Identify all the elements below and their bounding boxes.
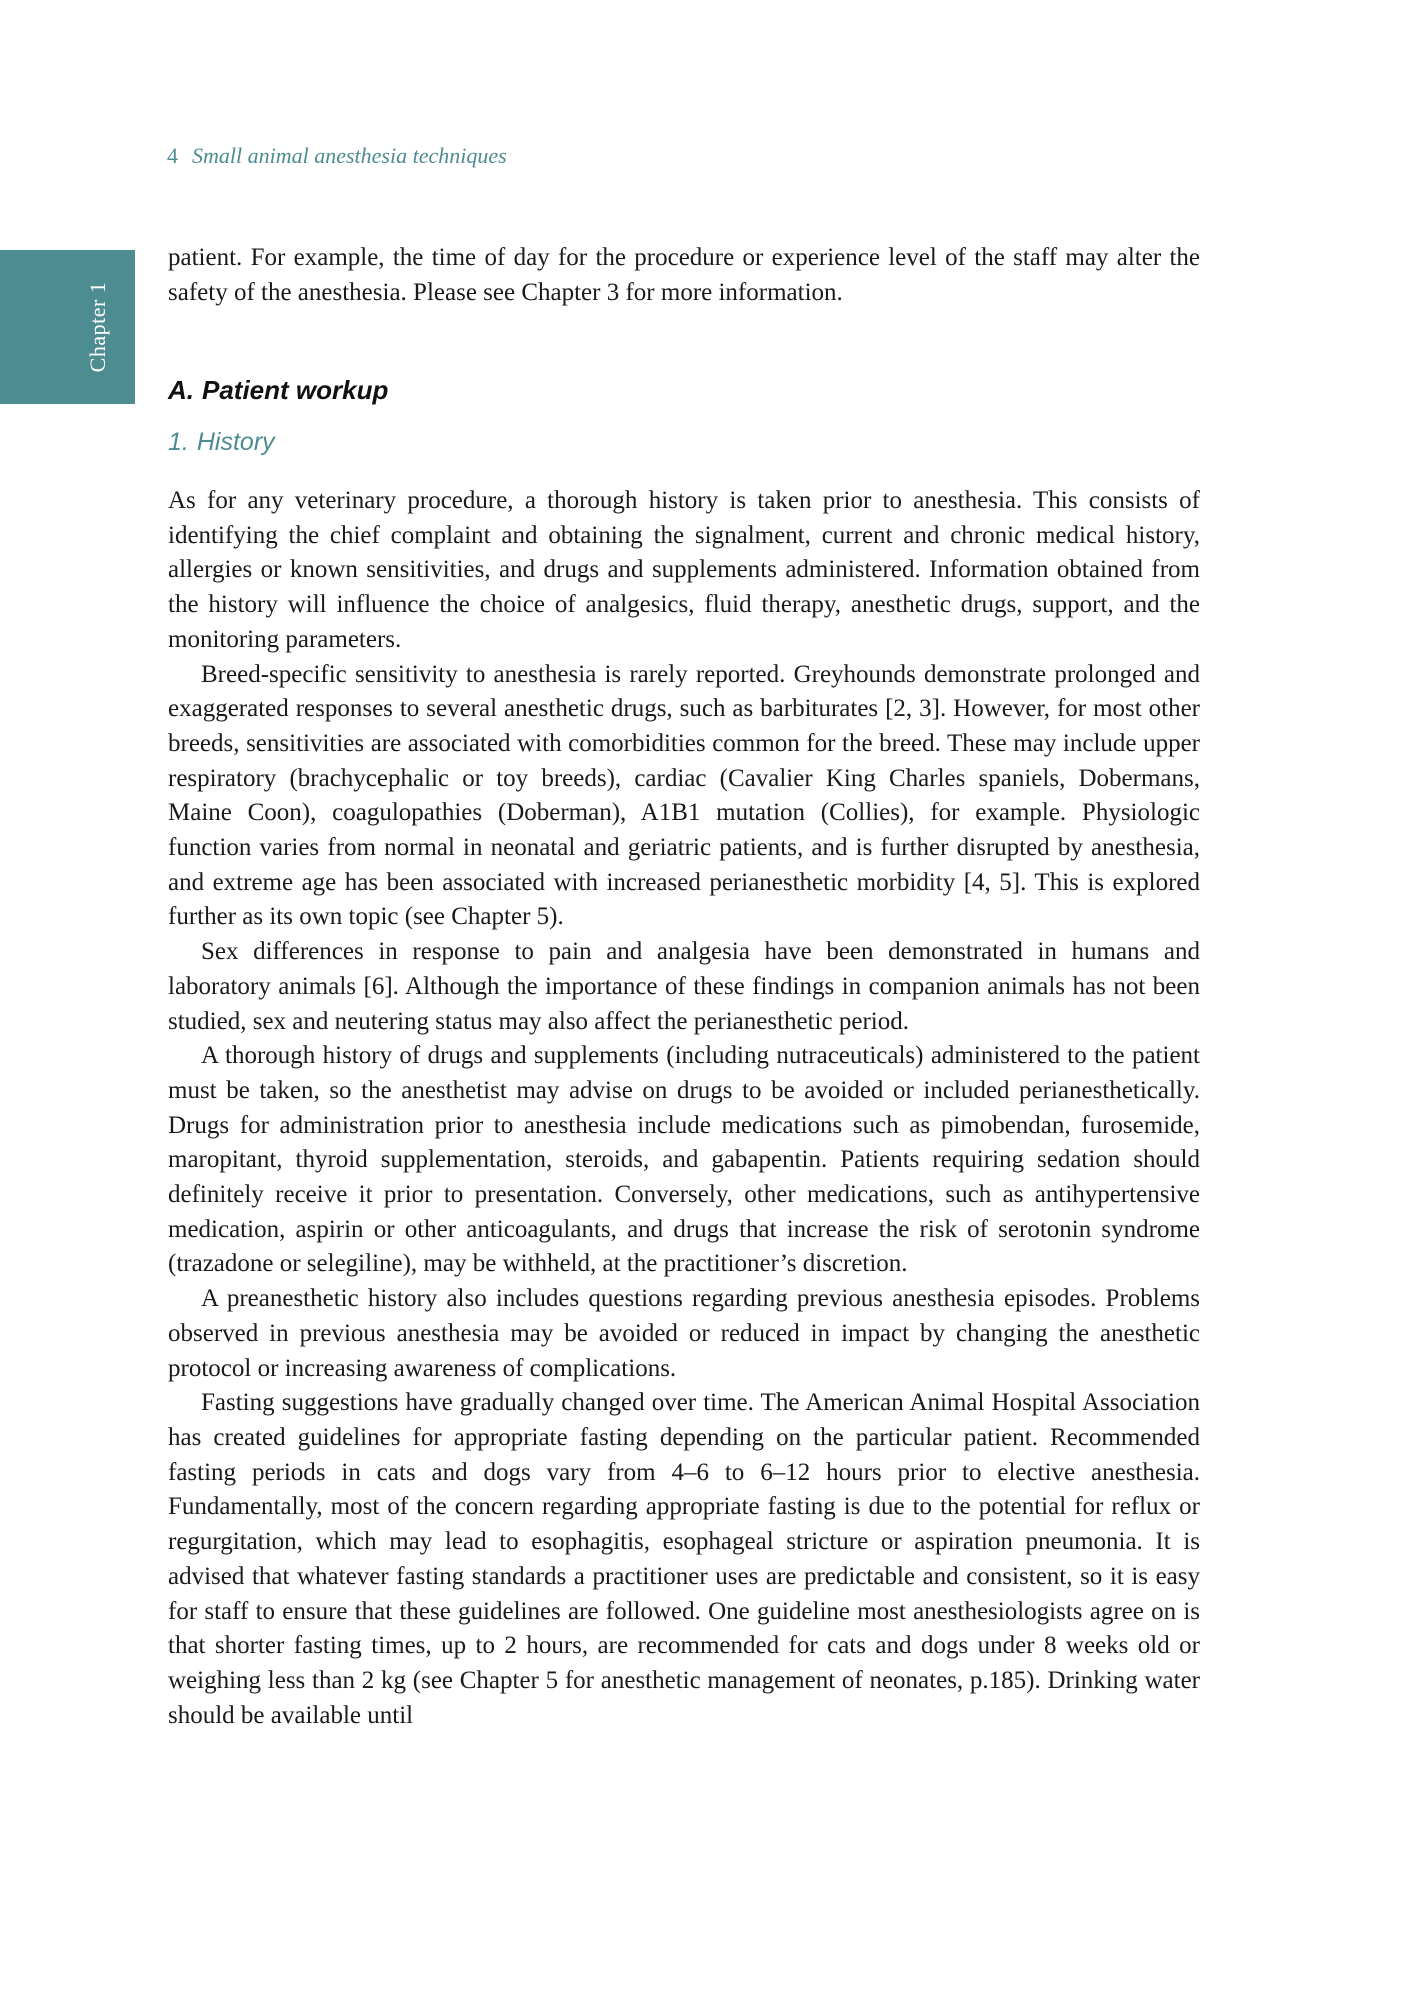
paragraph-fasting: Fasting suggestions have gradually changed over time. The American Animal Hospital Association has created guidelines for appropriate fasting depending on the particular patient. Recommended fasting periods in cats and dogs vary from 4–6 to 6–12 hours prior to elective anesthesia. Fundamentally, most of the concern regarding appropriate fasting is due to the potential for reflux or regurgitation, which may lead to esophagitis, esophageal stricture or aspiration pneumonia. It is advised that whatever fasting standards a practitioner uses are predictable and consistent, so it is easy for staff to ensure that these guidelines are followed. One guideline most anesthesiologists agree on is that shorter fasting times, up to 2 hours, are recommended for cats and dogs under 8 weeks old or weighing less than 2 kg (see Chapter 5 for anesthetic management of neonates, p.185). Drinking water should be available until	[168, 1389, 1200, 1729]
paragraph-sex-differences: Sex differences in response to pain and analgesia have been demonstrated in humans and laboratory animals [6]. Although the importance of these findings in companion animals has not been studied, sex and neutering status may also affect the perianesthetic period.	[168, 938, 1200, 1035]
subsection-heading	[168, 428, 275, 457]
running-header	[167, 143, 507, 169]
paragraph-previous-anesthesia: A preanesthetic history also includes questions regarding previous anesthesia episodes. Problems observed in previous anesthesia may be avoided or reduced in impact by changing the anesthetic protocol or increasing awareness of complications.	[168, 1285, 1200, 1382]
chapter-tab-label: Chapter 1	[85, 281, 110, 373]
subsection-title: History	[196, 428, 275, 456]
paragraph-history-intro: As for any veterinary procedure, a thorough history is taken prior to anesthesia. This consists of identifying the chief complaint and obtaining the signalment, current and chronic medical history, allergies or known sensitivities, and drugs and supplements administered. Information obtained from the history will influence the choice of analgesics, fluid therapy, anesthetic drugs, support, and the monitoring parameters.	[168, 487, 1200, 653]
section-title: Patient workup	[202, 375, 389, 405]
paragraph-breed-sensitivity: Breed-specific sensitivity to anesthesia is rarely reported. Greyhounds demonstrate prolonged and exaggerated responses to several anesthetic drugs, such as barbiturates [2, 3]. However, for most other breeds, sensitivities are associated with comorbidities common for the breed. These may include upper respiratory (brachycephalic or toy breeds), cardiac (Cavalier King Charles spaniels, Dobermans, Maine Coon), coagulopathies (Doberman), A1B1 mutation (Collies), for example. Physiologic function varies from normal in neonatal and geriatric patients, and is further disrupted by anesthesia, and extreme age has been associated with increased perianesthetic morbidity [4, 5]. This is explored further as its own topic (see Chapter 5).	[168, 660, 1200, 931]
intro-paragraph: patient. For example, the time of day for the procedure or experience level of the staff may alter the safety of the anesthesia. Please see Chapter 3 for more information.	[168, 244, 1200, 306]
paragraph-drug-history: A thorough history of drugs and supplements (including nutraceuticals) administered to the patient must be taken, so the anesthetist may advise on drugs to be avoided or included perianesthetically. Drugs for administration prior to anesthesia include medications such as pimobendan, furosemide, maropitant, thyroid supplementation, steroids, and gabapentin. Patients requiring sedation should definitely receive it prior to presentation. Conversely, other medications, such as antihypertensive medication, aspirin or other anticoagulants, and drugs that increase the risk of serotonin syndrome (trazadone or selegiline), may be withheld, at the practitioner’s discretion.	[168, 1042, 1200, 1278]
section-heading	[168, 375, 388, 406]
section-letter: A.	[168, 375, 194, 405]
page-number: 4	[167, 143, 178, 168]
chapter-tab	[0, 250, 135, 404]
book-title: Small animal anesthesia techniques	[192, 143, 507, 168]
body-text	[168, 484, 1200, 1733]
subsection-number: 1.	[168, 428, 189, 456]
